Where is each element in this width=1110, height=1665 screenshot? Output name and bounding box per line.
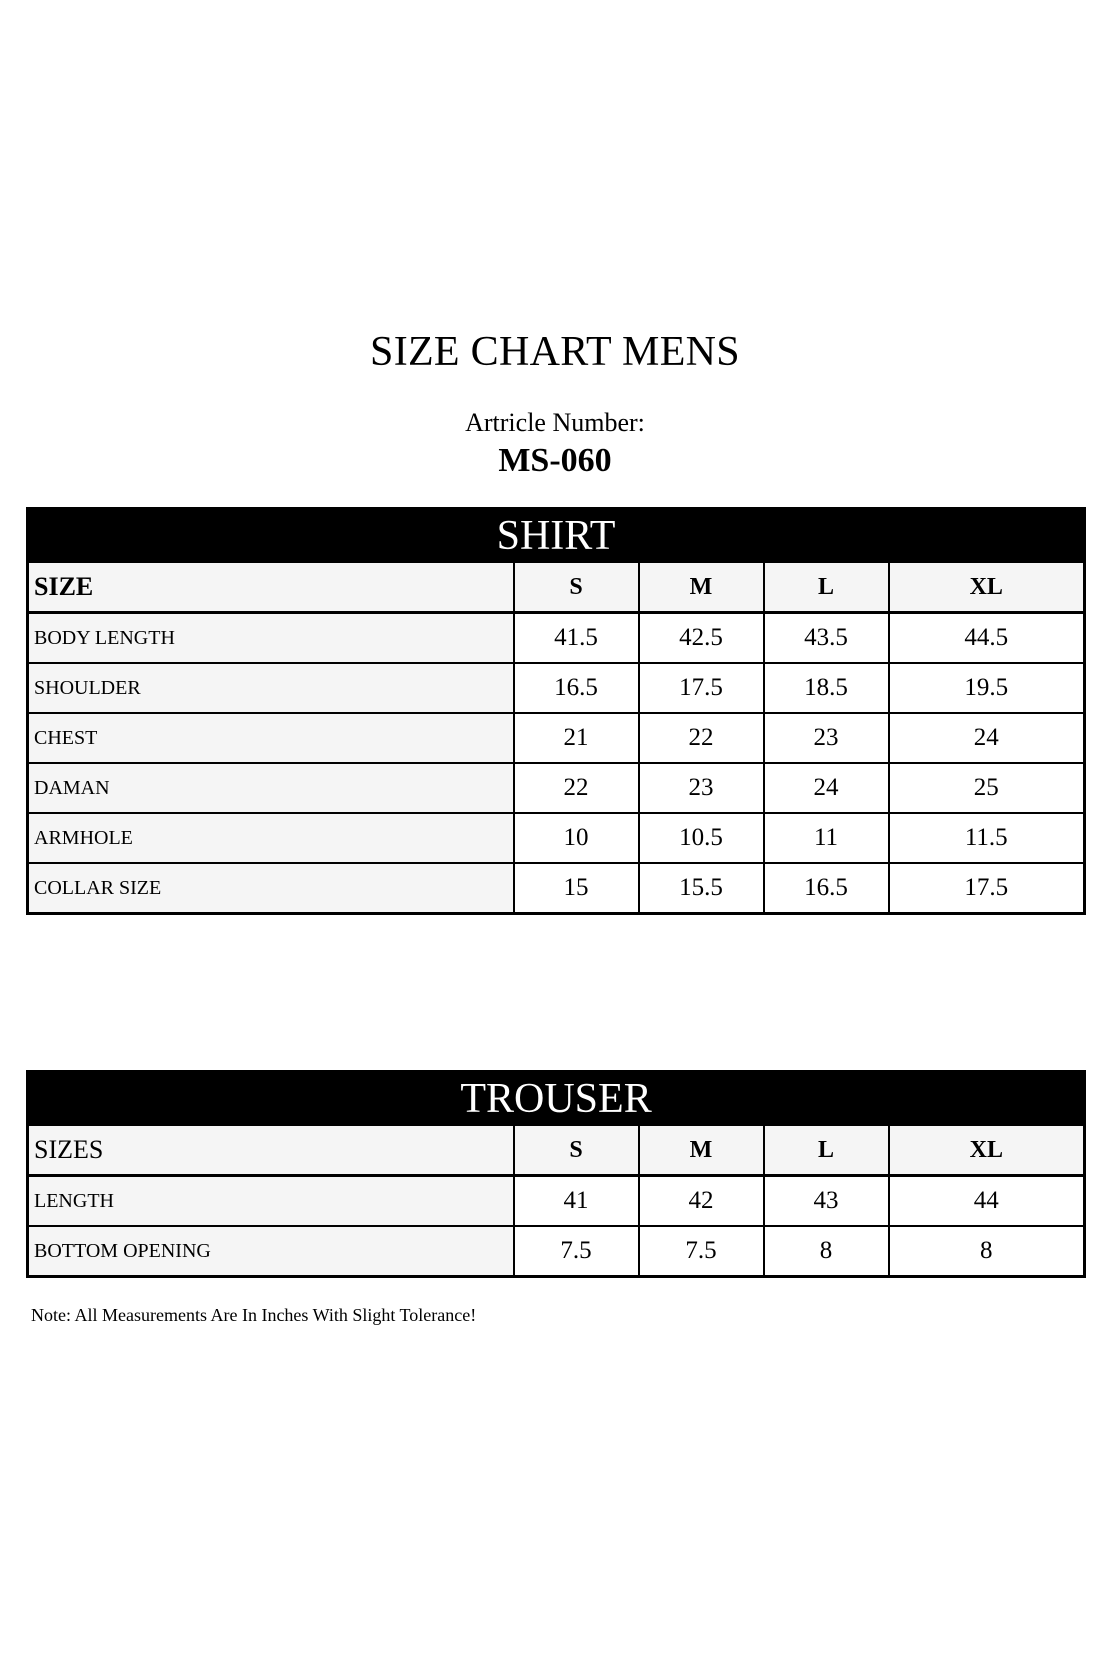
cell-value: 23 <box>639 763 764 813</box>
table-row <box>28 813 1085 863</box>
trouser-size-table <box>26 1070 1086 1278</box>
cell-value: 41 <box>514 1176 639 1227</box>
row-label: LENGTH <box>28 1176 514 1227</box>
shirt-size-m-header: M <box>639 563 764 613</box>
cell-value: 25 <box>889 763 1085 813</box>
table-row <box>28 613 1085 664</box>
cell-value: 17.5 <box>889 863 1085 914</box>
cell-value: 11.5 <box>889 813 1085 863</box>
shirt-section-title: SHIRT <box>28 509 1085 563</box>
cell-value: 15 <box>514 863 639 914</box>
cell-value: 8 <box>889 1226 1085 1277</box>
shirt-section-header <box>28 509 1085 563</box>
cell-value: 7.5 <box>639 1226 764 1277</box>
cell-value: 17.5 <box>639 663 764 713</box>
row-label: BOTTOM OPENING <box>28 1226 514 1277</box>
shirt-size-header-label: SIZE <box>28 563 514 613</box>
article-number: MS-060 <box>498 442 612 479</box>
cell-value: 43.5 <box>764 613 889 664</box>
trouser-section-title: TROUSER <box>28 1072 1085 1126</box>
article-number-label: Artricle Number: <box>465 408 645 437</box>
cell-value: 42.5 <box>639 613 764 664</box>
cell-value: 8 <box>764 1226 889 1277</box>
shirt-size-table <box>26 507 1086 915</box>
cell-value: 24 <box>889 713 1085 763</box>
cell-value: 22 <box>639 713 764 763</box>
shirt-size-s-header: S <box>514 563 639 613</box>
cell-value: 7.5 <box>514 1226 639 1277</box>
cell-value: 44.5 <box>889 613 1085 664</box>
trouser-size-xl-header: XL <box>889 1126 1085 1176</box>
cell-value: 24 <box>764 763 889 813</box>
row-label: ARMHOLE <box>28 813 514 863</box>
table-row <box>28 1176 1085 1227</box>
cell-value: 18.5 <box>764 663 889 713</box>
trouser-size-header-row <box>28 1126 1085 1176</box>
cell-value: 16.5 <box>764 863 889 914</box>
table-row <box>28 763 1085 813</box>
cell-value: 43 <box>764 1176 889 1227</box>
row-label: CHEST <box>28 713 514 763</box>
cell-value: 16.5 <box>514 663 639 713</box>
table-row <box>28 863 1085 914</box>
table-row <box>28 713 1085 763</box>
shirt-size-xl-header: XL <box>889 563 1085 613</box>
cell-value: 41.5 <box>514 613 639 664</box>
row-label: DAMAN <box>28 763 514 813</box>
row-label: SHOULDER <box>28 663 514 713</box>
cell-value: 11 <box>764 813 889 863</box>
shirt-size-header-row <box>28 563 1085 613</box>
cell-value: 19.5 <box>889 663 1085 713</box>
cell-value: 23 <box>764 713 889 763</box>
cell-value: 21 <box>514 713 639 763</box>
cell-value: 44 <box>889 1176 1085 1227</box>
trouser-size-s-header: S <box>514 1126 639 1176</box>
trouser-size-l-header: L <box>764 1126 889 1176</box>
trouser-section-header <box>28 1072 1085 1126</box>
row-label: BODY LENGTH <box>28 613 514 664</box>
cell-value: 42 <box>639 1176 764 1227</box>
trouser-size-header-label: SIZES <box>28 1126 514 1176</box>
shirt-size-l-header: L <box>764 563 889 613</box>
cell-value: 22 <box>514 763 639 813</box>
table-row <box>28 1226 1085 1277</box>
measurement-note: Note: All Measurements Are In Inches With Slight Tolerance! <box>31 1305 477 1325</box>
table-row <box>28 663 1085 713</box>
row-label: COLLAR SIZE <box>28 863 514 914</box>
page-title: SIZE CHART MENS <box>370 329 740 375</box>
cell-value: 10.5 <box>639 813 764 863</box>
cell-value: 10 <box>514 813 639 863</box>
cell-value: 15.5 <box>639 863 764 914</box>
trouser-size-m-header: M <box>639 1126 764 1176</box>
